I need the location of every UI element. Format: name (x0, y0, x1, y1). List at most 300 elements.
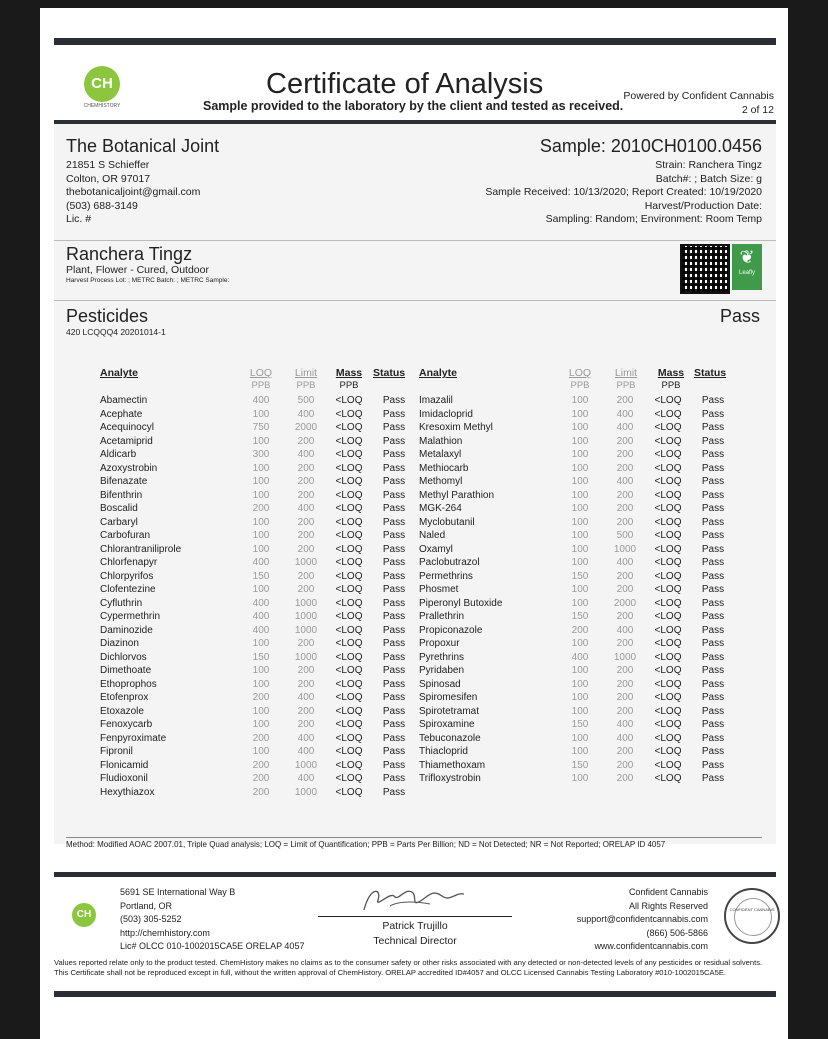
cell-loq: 100 (252, 435, 270, 447)
cell-limit: 400 (297, 449, 315, 460)
cell-mass: <LOQ (654, 732, 682, 744)
certificate-page (40, 8, 788, 1039)
cell-status: Pass (701, 732, 725, 744)
cell-limit: 200 (297, 462, 315, 474)
sample-details (485, 159, 762, 227)
cell-loq: 100 (571, 530, 589, 541)
cell-analyte: Thiamethoxam (419, 759, 486, 771)
cell-analyte: Carbaryl (100, 516, 138, 528)
cell-status: Pass (382, 773, 406, 784)
col-unit-limit: PPB (296, 380, 316, 391)
cell-status: Pass (701, 746, 725, 757)
cell-analyte: MGK-264 (419, 503, 462, 514)
cell-mass: <LOQ (654, 395, 682, 406)
cell-mass: <LOQ (654, 597, 682, 609)
col-unit-mass: PPB (661, 380, 681, 391)
cell-status: Pass (701, 489, 725, 501)
cell-analyte: Fipronil (100, 746, 133, 757)
cell-status: Pass (382, 570, 406, 582)
chemhistory-logo: CH (84, 66, 120, 102)
cell-analyte: Bifenazate (100, 476, 148, 487)
cell-loq: 100 (252, 678, 270, 690)
cell-loq: 100 (571, 435, 589, 447)
cell-mass: <LOQ (335, 408, 363, 420)
cell-loq: 100 (252, 638, 270, 649)
cell-analyte: Pyridaben (419, 665, 465, 676)
cell-mass: <LOQ (335, 665, 363, 676)
cell-mass: <LOQ (335, 584, 363, 595)
leafly-label: Leafly (738, 270, 755, 276)
cell-loq: 750 (252, 422, 270, 433)
cc-phone: (866) 506-5866 (646, 927, 708, 938)
cell-analyte: Prallethrin (419, 611, 465, 622)
cell-limit: 200 (297, 476, 315, 487)
cell-status: Pass (382, 449, 406, 460)
cell-loq: 100 (571, 557, 589, 568)
cell-mass: <LOQ (654, 422, 682, 433)
col-header-loq: LOQ (568, 367, 592, 379)
cell-limit: 1000 (613, 651, 637, 663)
cell-analyte: Malathion (419, 435, 463, 447)
cell-loq: 200 (252, 692, 270, 703)
cell-limit: 400 (297, 773, 315, 784)
cell-analyte: Ethoprophos (100, 678, 157, 690)
cell-limit: 200 (297, 665, 315, 676)
cell-limit: 500 (616, 530, 634, 541)
cell-analyte: Chlorfenapyr (100, 557, 158, 568)
cell-status: Pass (382, 678, 406, 690)
lab-phone: (503) 305-5252 (120, 914, 182, 924)
cell-loq: 100 (571, 422, 589, 433)
cell-limit: 200 (297, 570, 315, 582)
cell-loq: 100 (252, 516, 270, 528)
cell-status: Pass (382, 489, 406, 501)
cell-status: Pass (701, 462, 725, 474)
client-phone: (503) 688-3149 (66, 199, 138, 212)
method-note: Method: Modified AOAC 2007.01, Triple Quad analysis; LOQ = Limit of Quantification; PPB = Parts Per Billion; ND = Not Detected; NR = Not Reported; ORELAP ID 4057 (66, 840, 666, 849)
cell-limit: 200 (616, 759, 634, 771)
cell-loq: 100 (252, 705, 270, 717)
cell-status: Pass (382, 435, 406, 447)
cell-analyte: Cypermethrin (100, 611, 161, 622)
cell-status: Pass (701, 611, 725, 622)
cell-limit: 200 (297, 638, 315, 649)
signature (360, 882, 470, 918)
cell-mass: <LOQ (654, 705, 682, 717)
cell-limit: 500 (297, 395, 315, 406)
cell-loq: 100 (571, 678, 589, 690)
cell-mass: <LOQ (654, 611, 682, 622)
cell-status: Pass (701, 705, 725, 717)
cc-email: support@confidentcannabis.com (576, 914, 708, 924)
cell-status: Pass (701, 449, 725, 460)
cell-loq: 150 (252, 651, 270, 663)
cell-status: Pass (382, 408, 406, 420)
cell-loq: 150 (252, 570, 270, 582)
cell-mass: <LOQ (654, 489, 682, 501)
cell-mass: <LOQ (335, 746, 363, 757)
cell-loq: 150 (571, 759, 589, 771)
cell-status: Pass (701, 759, 725, 771)
col-unit-mass: PPB (339, 380, 359, 391)
cell-mass: <LOQ (335, 530, 363, 541)
cell-limit: 1000 (294, 597, 318, 609)
cell-limit: 400 (616, 408, 634, 420)
cell-analyte: Boscalid (100, 503, 138, 514)
cell-mass: <LOQ (654, 638, 682, 649)
cell-analyte: Acephate (100, 408, 143, 420)
cell-mass: <LOQ (335, 611, 363, 622)
cell-limit: 1000 (294, 759, 318, 771)
page-subtitle: Sample provided to the laboratory by the client and tested as received. (203, 99, 624, 113)
cell-mass: <LOQ (654, 570, 682, 582)
section-title: Pesticides (66, 306, 149, 326)
cell-status: Pass (382, 395, 406, 406)
cell-mass: <LOQ (654, 773, 682, 784)
col-header-limit: Limit (294, 367, 318, 379)
cell-loq: 100 (571, 516, 589, 528)
disclaimer: Values reported relate only to the product tested. ChemHistory makes no claims as to the consumer safety or other risks associated with any detected or non-detected levels of any pesticides or residual solvents. This Certificate shall not be reproduced except in full, without the written approval of ChemHistory. ORELAP accredited ID#4057 and OLCC Licensed Cannabis Testing Laboratory #010-1002015CA5E. (54, 958, 763, 977)
cell-analyte: Spiromesifen (419, 692, 478, 703)
cell-status: Pass (382, 719, 406, 730)
cell-limit: 400 (616, 422, 634, 433)
cell-analyte: Methiocarb (419, 462, 469, 474)
cell-analyte: Oxamyl (419, 543, 453, 555)
cell-status: Pass (701, 543, 725, 555)
cell-status: Pass (701, 624, 725, 636)
col-unit-limit: PPB (616, 380, 636, 391)
cell-limit: 1000 (294, 624, 318, 636)
cell-status: Pass (382, 503, 406, 514)
cell-loq: 100 (571, 449, 589, 460)
cell-status: Pass (382, 638, 406, 649)
cell-analyte: Acequinocyl (100, 422, 154, 433)
cell-limit: 200 (297, 678, 315, 690)
cell-analyte: Clofentezine (100, 584, 156, 595)
cc-rights: All Rights Reserved (628, 900, 708, 911)
product-lots: Harvest Process Lot: ; METRC Batch: ; METRC Sample: (66, 277, 230, 284)
cell-analyte: Propoxur (419, 638, 460, 649)
cell-loq: 100 (252, 719, 270, 730)
leafly-badge (732, 244, 762, 290)
top-rule (54, 38, 776, 45)
col-unit-loq: PPB (251, 380, 271, 391)
cell-loq: 100 (571, 462, 589, 474)
cell-loq: 400 (571, 651, 589, 663)
cell-loq: 100 (252, 665, 270, 676)
cell-mass: <LOQ (335, 570, 363, 582)
sample-harvest: Harvest/Production Date: (644, 199, 762, 212)
powered-by: Powered by Confident Cannabis (623, 90, 774, 102)
cell-mass: <LOQ (654, 678, 682, 690)
cell-analyte: Myclobutanil (419, 516, 475, 528)
cell-limit: 200 (297, 584, 315, 595)
cell-loq: 200 (252, 732, 270, 744)
cell-mass: <LOQ (335, 395, 363, 406)
cell-loq: 100 (571, 408, 589, 420)
cell-loq: 100 (571, 638, 589, 649)
cell-limit: 400 (616, 624, 634, 636)
cell-analyte: Flonicamid (100, 759, 149, 771)
cell-loq: 400 (252, 597, 270, 609)
cell-loq: 100 (571, 705, 589, 717)
cell-analyte: Permethrins (419, 570, 473, 582)
product-name: Ranchera Tingz (66, 244, 193, 264)
cell-analyte: Acetamiprid (100, 435, 153, 447)
client-email: thebotanicaljoint@gmail.com (66, 186, 201, 198)
cell-mass: <LOQ (335, 624, 363, 636)
cell-limit: 200 (297, 516, 315, 528)
cell-status: Pass (701, 395, 725, 406)
cell-loq: 100 (571, 692, 589, 703)
cell-limit: 200 (616, 692, 634, 703)
cell-loq: 100 (571, 584, 589, 595)
cell-status: Pass (382, 530, 406, 541)
cell-mass: <LOQ (654, 543, 682, 555)
cell-status: Pass (382, 543, 406, 555)
cell-analyte: Fenpyroximate (100, 732, 167, 744)
cell-analyte: Chlorantraniliprole (100, 543, 182, 555)
cell-mass: <LOQ (335, 705, 363, 717)
cell-analyte: Piperonyl Butoxide (419, 597, 503, 609)
cell-analyte: Phosmet (419, 584, 459, 595)
cell-mass: <LOQ (335, 651, 363, 663)
cell-analyte: Bifenthrin (100, 489, 143, 501)
cell-limit: 400 (297, 732, 315, 744)
cell-limit: 200 (297, 705, 315, 717)
cell-analyte: Spirotetramat (419, 705, 480, 717)
cell-loq: 100 (571, 476, 589, 487)
cell-analyte: Methomyl (419, 476, 463, 487)
cell-mass: <LOQ (335, 557, 363, 568)
cell-status: Pass (701, 584, 725, 595)
cell-limit: 1000 (613, 543, 637, 555)
cell-status: Pass (382, 476, 406, 487)
cell-mass: <LOQ (654, 692, 682, 703)
cell-analyte: Aldicarb (100, 449, 137, 460)
col-header-analyte: Analyte (419, 367, 457, 379)
chemhistory-logo-small: CH (72, 903, 96, 927)
cell-limit: 200 (616, 503, 634, 514)
cell-loq: 100 (252, 462, 270, 474)
cell-mass: <LOQ (335, 462, 363, 474)
cell-analyte: Fenoxycarb (100, 719, 153, 730)
cell-status: Pass (382, 692, 406, 703)
cell-analyte: Diazinon (100, 638, 139, 649)
cell-analyte: Hexythiazox (100, 786, 155, 798)
cell-status: Pass (382, 597, 406, 609)
cell-limit: 1000 (294, 786, 318, 798)
cell-mass: <LOQ (654, 476, 682, 487)
cell-limit: 400 (616, 719, 634, 730)
cell-limit: 400 (616, 476, 634, 487)
cell-analyte: Paclobutrazol (419, 557, 480, 568)
cell-limit: 400 (616, 732, 634, 744)
col-header-limit: Limit (614, 367, 638, 379)
cell-limit: 400 (616, 557, 634, 568)
cell-analyte: Etofenprox (100, 692, 149, 703)
cell-loq: 150 (571, 719, 589, 730)
cell-status: Pass (382, 557, 406, 568)
cell-analyte: Dimethoate (100, 665, 152, 676)
cell-mass: <LOQ (335, 597, 363, 609)
cell-analyte: Chlorpyrifos (100, 570, 154, 582)
cell-loq: 200 (252, 773, 270, 784)
col-header-analyte: Analyte (100, 367, 138, 379)
cell-status: Pass (701, 516, 725, 528)
lab-license: Lic# OLCC 010-1002015CA5E ORELAP 4057 (120, 941, 305, 951)
cell-loq: 100 (252, 543, 270, 555)
cell-status: Pass (701, 665, 725, 676)
cell-status: Pass (382, 759, 406, 771)
cell-status: Pass (382, 611, 406, 622)
cell-mass: <LOQ (335, 719, 363, 730)
cell-status: Pass (701, 638, 725, 649)
cell-limit: 200 (616, 678, 634, 690)
col-header-status: Status (694, 367, 727, 379)
cell-limit: 2000 (294, 422, 318, 433)
sample-dates: Sample Received: 10/13/2020; Report Created: 10/19/2020 (485, 186, 762, 198)
cell-analyte: Spinosad (419, 678, 461, 690)
cc-name: Confident Cannabis (628, 887, 708, 897)
cell-status: Pass (382, 705, 406, 717)
cell-limit: 200 (616, 449, 634, 460)
product-type: Plant, Flower - Cured, Outdoor (66, 264, 209, 276)
cell-loq: 400 (252, 611, 270, 622)
cell-status: Pass (382, 732, 406, 744)
cell-limit: 200 (616, 489, 634, 501)
cell-loq: 400 (252, 557, 270, 568)
lab-website: http://chemhistory.com (120, 927, 210, 938)
cell-loq: 100 (252, 408, 270, 420)
divider (54, 300, 776, 301)
cell-mass: <LOQ (335, 786, 363, 798)
cell-mass: <LOQ (335, 449, 363, 460)
cell-status: Pass (701, 651, 725, 663)
qr-code (680, 244, 730, 294)
signer-name: Patrick Trujillo (382, 920, 448, 932)
signature-line (318, 916, 512, 917)
bottom-rule (54, 991, 776, 997)
cell-loq: 100 (252, 476, 270, 487)
chemhistory-logo-caption: CHEMHISTORY (83, 103, 121, 109)
section-id: 420 LCQQQ4 20201014-1 (66, 327, 166, 337)
cell-status: Pass (701, 719, 725, 730)
cell-limit: 200 (297, 530, 315, 541)
method-rule (66, 837, 762, 838)
cell-limit: 200 (297, 489, 315, 501)
cell-analyte: Thiacloprid (419, 746, 468, 757)
cc-contact (577, 886, 708, 954)
page-title: Certificate of Analysis (266, 68, 544, 100)
cell-status: Pass (701, 773, 725, 784)
cell-analyte: Trifloxystrobin (419, 773, 481, 784)
cell-analyte: Cyfluthrin (100, 597, 143, 609)
cell-analyte: Fludioxonil (100, 773, 148, 784)
cell-loq: 100 (571, 746, 589, 757)
lab-address-line1: 5691 SE International Way B (120, 887, 236, 897)
cell-loq: 150 (571, 570, 589, 582)
cell-mass: <LOQ (335, 489, 363, 501)
cell-mass: <LOQ (654, 665, 682, 676)
cell-loq: 100 (571, 597, 589, 609)
cell-mass: <LOQ (335, 543, 363, 555)
cell-mass: <LOQ (654, 719, 682, 730)
cell-status: Pass (382, 584, 406, 595)
page-number: 2 of 12 (741, 104, 774, 116)
cell-loq: 100 (571, 665, 589, 676)
lab-contact (120, 886, 304, 954)
cell-loq: 100 (252, 746, 270, 757)
cell-analyte: Propiconazole (419, 624, 483, 636)
cell-analyte: Spiroxamine (419, 719, 475, 730)
col-header-mass: Mass (657, 367, 685, 379)
cell-limit: 2000 (613, 597, 637, 609)
cell-limit: 1000 (294, 651, 318, 663)
cell-mass: <LOQ (654, 435, 682, 447)
cell-status: Pass (382, 786, 406, 798)
cell-limit: 200 (616, 773, 634, 784)
cell-limit: 200 (616, 705, 634, 717)
cell-loq: 100 (252, 489, 270, 501)
cell-limit: 200 (616, 665, 634, 676)
cell-limit: 200 (297, 435, 315, 447)
section-result: Pass (719, 306, 760, 326)
cell-loq: 400 (252, 395, 270, 406)
cell-analyte: Pyrethrins (419, 651, 465, 663)
cell-loq: 100 (252, 530, 270, 541)
cell-mass: <LOQ (654, 503, 682, 514)
cell-status: Pass (382, 624, 406, 636)
cell-limit: 400 (297, 692, 315, 703)
cell-limit: 200 (616, 746, 634, 757)
client-name: The Botanical Joint (66, 136, 220, 156)
client-license: Lic. # (66, 213, 92, 225)
cell-mass: <LOQ (335, 759, 363, 771)
cell-status: Pass (701, 678, 725, 690)
seal-text: CONFIDENT CANNABIS (729, 907, 775, 912)
cell-loq: 300 (252, 449, 270, 460)
cell-mass: <LOQ (335, 435, 363, 447)
cell-mass: <LOQ (654, 584, 682, 595)
cc-website: www.confidentcannabis.com (594, 941, 708, 951)
cell-mass: <LOQ (654, 624, 682, 636)
sample-strain: Strain: Ranchera Tingz (655, 159, 762, 171)
cell-mass: <LOQ (654, 759, 682, 771)
cell-loq: 100 (252, 584, 270, 595)
cell-analyte: Kresoxim Methyl (419, 422, 493, 433)
cell-status: Pass (382, 651, 406, 663)
cell-loq: 100 (571, 489, 589, 501)
col-header-loq: LOQ (249, 367, 273, 379)
divider (54, 240, 776, 241)
cell-loq: 200 (252, 759, 270, 771)
cell-loq: 100 (571, 773, 589, 784)
client-address-line2: Colton, OR 97017 (66, 172, 151, 185)
cell-limit: 200 (616, 570, 634, 582)
cell-limit: 400 (297, 746, 315, 757)
cell-mass: <LOQ (335, 503, 363, 514)
cell-analyte: Methyl Parathion (419, 489, 495, 501)
cell-loq: 200 (571, 624, 589, 636)
cell-mass: <LOQ (654, 651, 682, 663)
cell-loq: 400 (252, 624, 270, 636)
cell-mass: <LOQ (654, 557, 682, 568)
client-address-line1: 21851 S Schieffer (66, 159, 150, 171)
sample-batch: Batch#: ; Batch Size: g (655, 172, 762, 185)
cell-loq: 100 (571, 732, 589, 744)
cell-limit: 200 (616, 462, 634, 474)
